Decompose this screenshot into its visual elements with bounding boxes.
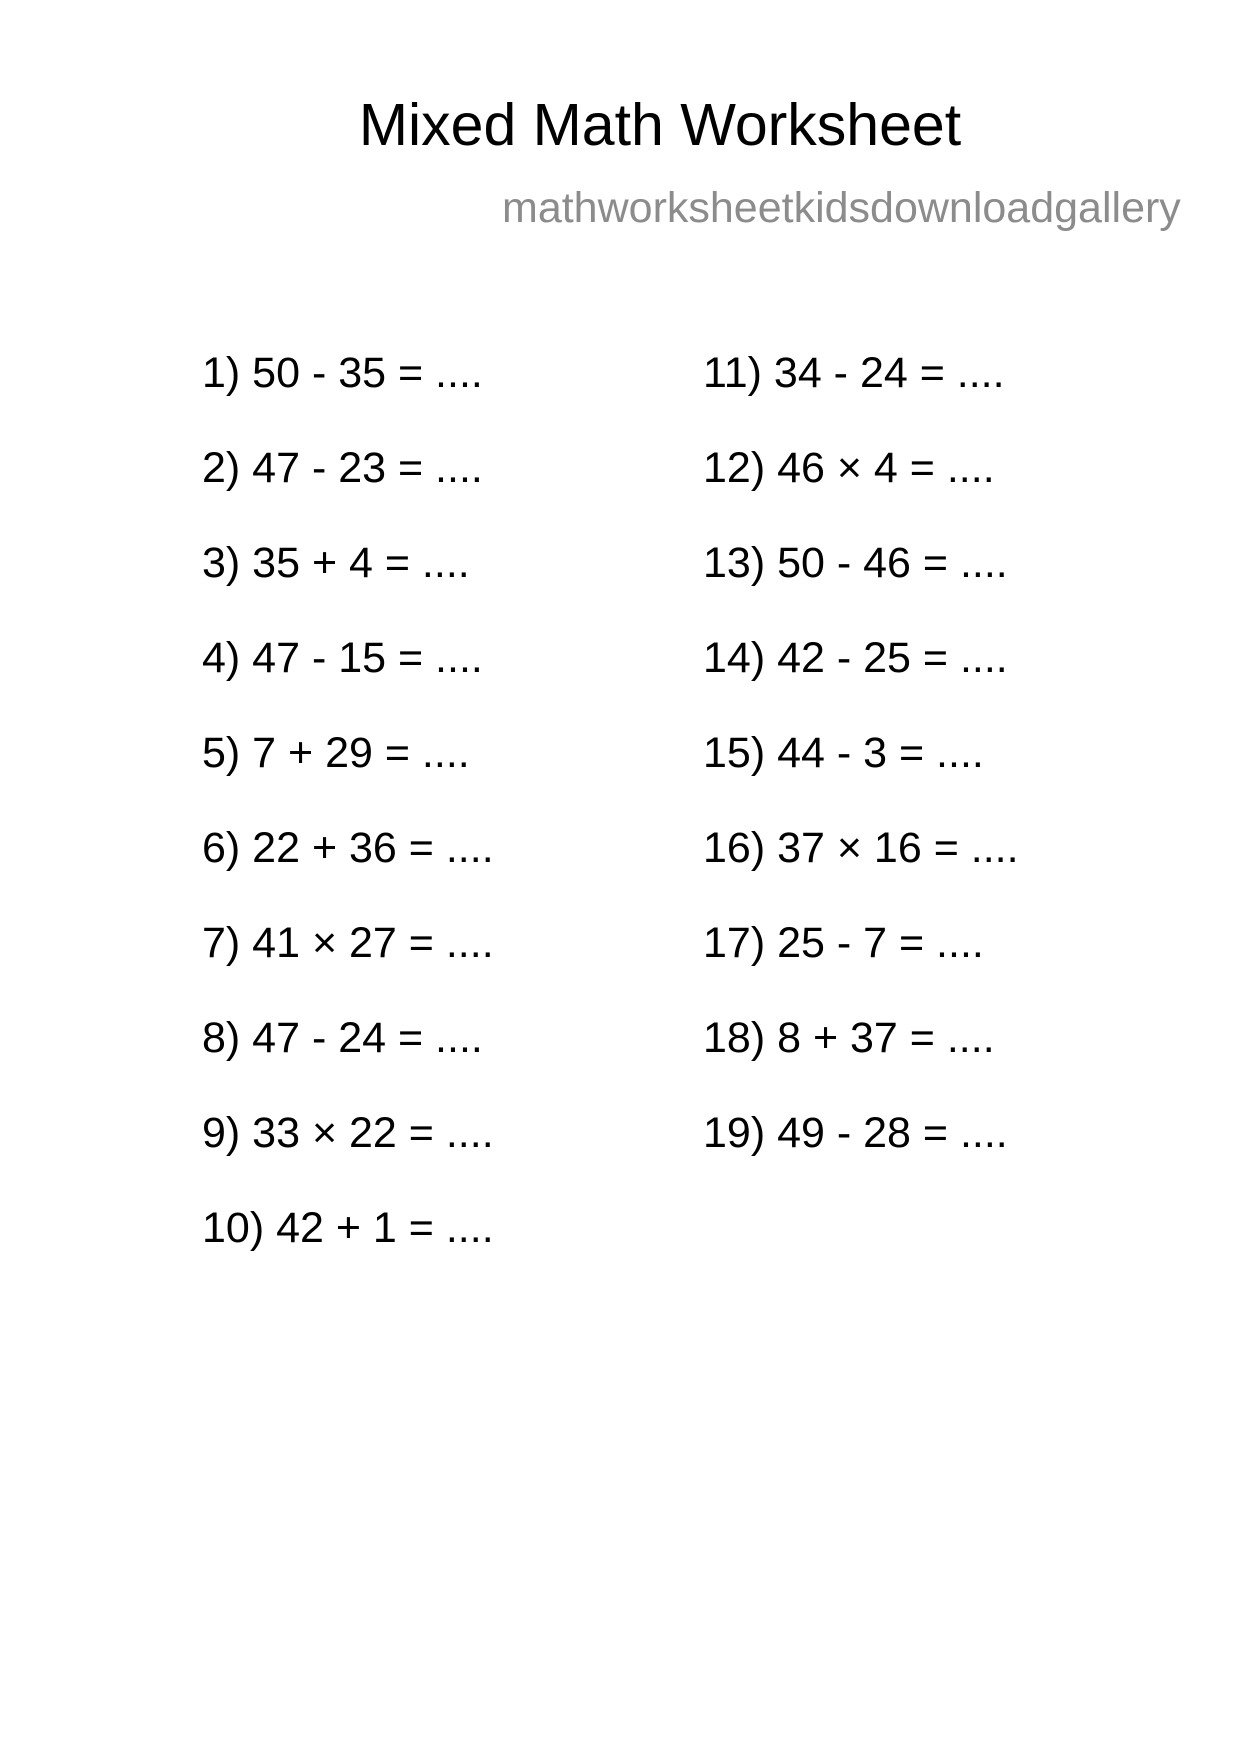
problem-15: 15) 44 - 3 = ....	[703, 729, 984, 777]
problem-9: 9) 33 × 22 = ....	[202, 1109, 494, 1157]
problem-19: 19) 49 - 28 = ....	[703, 1109, 1008, 1157]
problem-18: 18) 8 + 37 = ....	[703, 1014, 995, 1062]
problem-11: 11) 34 - 24 = ....	[703, 349, 1005, 397]
problem-4: 4) 47 - 15 = ....	[202, 634, 483, 682]
problem-7: 7) 41 × 27 = ....	[202, 919, 494, 967]
watermark-text: mathworksheetkidsdownloadgallery	[502, 184, 1181, 232]
problem-10: 10) 42 + 1 = ....	[202, 1204, 494, 1252]
problem-2: 2) 47 - 23 = ....	[202, 444, 483, 492]
problem-12: 12) 46 × 4 = ....	[703, 444, 995, 492]
worksheet-title: Mixed Math Worksheet	[358, 92, 962, 158]
problem-6: 6) 22 + 36 = ....	[202, 824, 494, 872]
problem-5: 5) 7 + 29 = ....	[202, 729, 470, 777]
problems-column-left	[202, 349, 494, 1302]
problem-1: 1) 50 - 35 = ....	[202, 349, 483, 397]
problem-8: 8) 47 - 24 = ....	[202, 1014, 483, 1062]
problems-column-right	[703, 349, 1019, 1207]
problem-14: 14) 42 - 25 = ....	[703, 634, 1008, 682]
problem-13: 13) 50 - 46 = ....	[703, 539, 1008, 587]
problem-16: 16) 37 × 16 = ....	[703, 824, 1019, 872]
problem-3: 3) 35 + 4 = ....	[202, 539, 470, 587]
problem-17: 17) 25 - 7 = ....	[703, 919, 984, 967]
